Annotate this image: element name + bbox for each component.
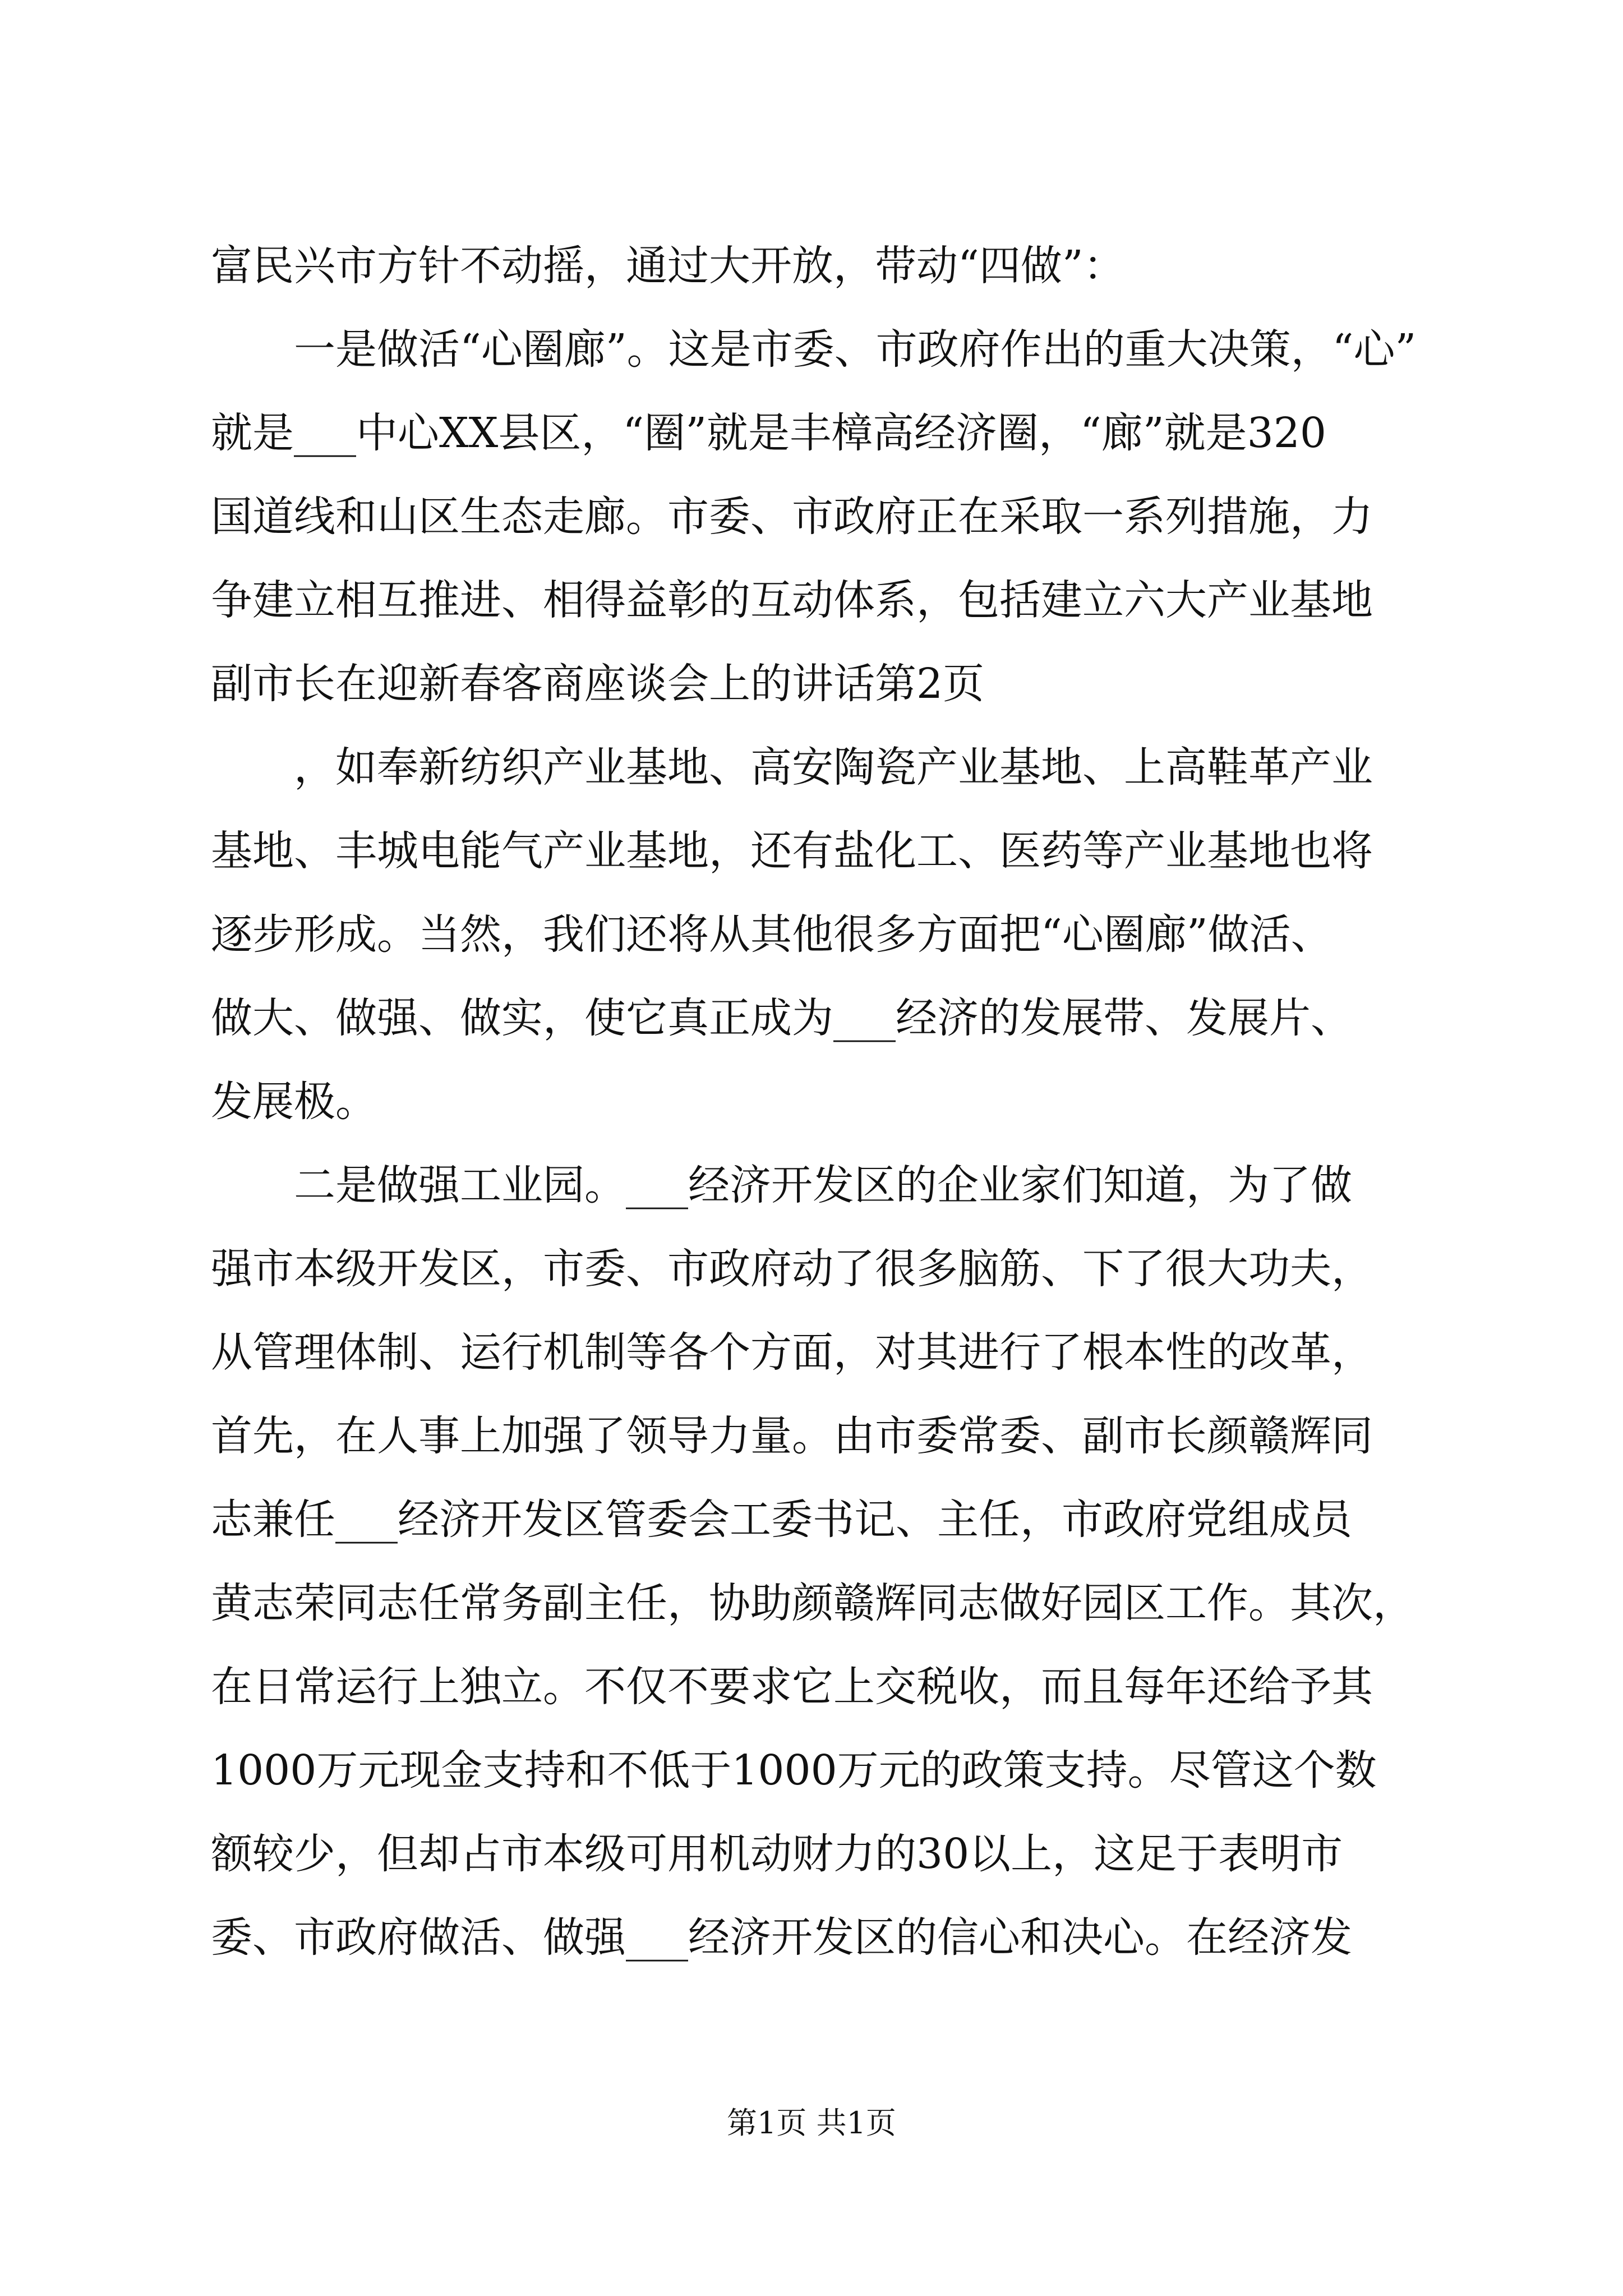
text-line: 副市长在迎新春客商座谈会上的讲话第2页 <box>211 660 985 708</box>
text-line: ，如奉新纺织产业基地、高安陶瓷产业基地、上高鞋革产业 <box>211 743 1373 792</box>
text-line: 志兼任___经济开发区管委会工委书记、主任，市政府党组成员 <box>211 1496 1352 1544</box>
text-line: 首先，在人事上加强了领导力量。由市委常委、副市长颜赣辉同 <box>211 1412 1373 1460</box>
body-text <box>211 224 1417 1980</box>
text-line: 做大、做强、做实，使它真正成为___经济的发展带、发展片、 <box>211 994 1352 1042</box>
text-line: 黄志荣同志任常务副主任，协助颜赣辉同志做好园区工作。其次， <box>211 1579 1414 1627</box>
text-line: 基地、丰城电能气产业基地，还有盐化工、医药等产业基地也将 <box>211 827 1373 875</box>
text-line: 争建立相互推进、相得益彰的互动体系，包括建立六大产业基地 <box>211 576 1373 624</box>
text-line: 逐步形成。当然，我们还将从其他很多方面把“心圈廊”做活、 <box>211 910 1332 959</box>
text-line: 1000万元现金支持和不低于1000万元的政策支持。尽管这个数 <box>211 1746 1377 1795</box>
text-line: 国道线和山区生态走廊。市委、市政府正在采取一系列措施，力 <box>211 493 1373 541</box>
text-line: 富民兴市方针不动摇，通过大开放，带动“四做”： <box>211 242 1125 290</box>
text-line: 就是___中心XX县区，“圈”就是丰樟高经济圈，“廊”就是320 <box>211 409 1326 457</box>
text-line: 强市本级开发区，市委、市政府动了很多脑筋、下了很大功夫， <box>211 1245 1373 1293</box>
text-line: 委、市政府做活、做强___经济开发区的信心和决心。在经济发 <box>211 1913 1352 1962</box>
text-line: 二是做强工业园。___经济开发区的企业家们知道，为了做 <box>211 1161 1352 1209</box>
text-line: 在日常运行上独立。不仅不要求它上交税收，而且每年还给予其 <box>211 1663 1373 1711</box>
page-footer: 第1页 共1页 <box>727 2105 896 2141</box>
text-line: 发展极。 <box>211 1078 377 1126</box>
text-line: 额较少，但却占市本级可用机动财力的30以上，这足于表明市 <box>211 1830 1343 1878</box>
text-line: 一是做活“心圈廊”。这是市委、市政府作出的重大决策，“心” <box>211 325 1417 374</box>
text-line: 从管理体制、运行机制等各个方面，对其进行了根本性的改革， <box>211 1328 1373 1377</box>
